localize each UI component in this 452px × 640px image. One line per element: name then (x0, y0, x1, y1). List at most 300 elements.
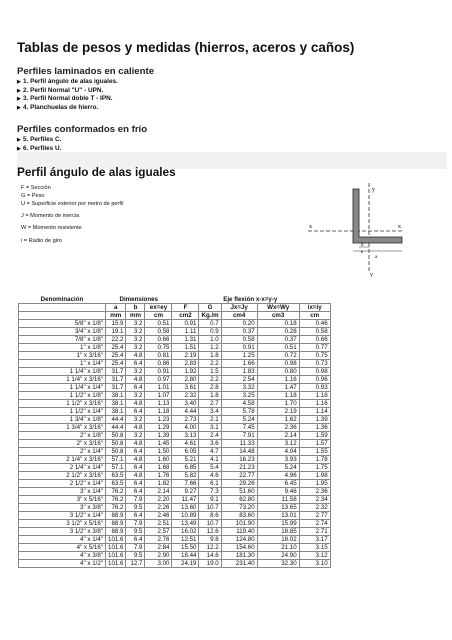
row-denomination: 5/8" x 1/8" (19, 320, 106, 328)
table-cell: 2.57 (145, 528, 172, 536)
table-cell: 1.82 (145, 480, 172, 488)
table-cell: 1.75 (299, 464, 330, 472)
table-cell: 101.6 (106, 552, 126, 560)
table-cell: 2.36 (299, 488, 330, 496)
table-row (19, 456, 331, 464)
row-denomination: 1 3/4" x 3/16" (19, 424, 106, 432)
table-cell: 1.29 (145, 424, 172, 432)
cold-formed-list (17, 136, 61, 153)
angle-profile-diagram (306, 181, 406, 277)
table-cell: 1.01 (145, 384, 172, 392)
table-cell: 57.1 (106, 464, 126, 472)
unit-header: cm2 (172, 312, 199, 320)
table-cell: 9.5 (126, 552, 145, 560)
table-cell: 2.83 (172, 360, 199, 368)
table-cell: 7.45 (221, 424, 257, 432)
table-cell: 11.33 (221, 440, 257, 448)
table-cell: 124.80 (221, 536, 257, 544)
table-cell: 0.98 (257, 360, 299, 368)
angle-profile-table (18, 296, 331, 568)
table-cell: 5.24 (221, 416, 257, 424)
table-cell: 1.98 (299, 472, 330, 480)
row-denomination: 3 1/2" x 1/4" (19, 512, 106, 520)
table-cell: 1.92 (172, 368, 199, 376)
table-cell: 4.8 (126, 456, 145, 464)
column-header: F (172, 304, 199, 312)
definition-w: W = Momento resistente (21, 225, 82, 231)
table-cell: 14.48 (221, 448, 257, 456)
table-cell: 2.77 (299, 512, 330, 520)
table-cell: 0.58 (299, 328, 330, 336)
table-cell: 2.71 (299, 528, 330, 536)
table-cell: 1.18 (299, 392, 330, 400)
table-cell: 4.8 (126, 400, 145, 408)
table-cell: 31.7 (106, 368, 126, 376)
table-row (19, 384, 331, 392)
table-row (19, 536, 331, 544)
row-denomination: 2 1/2" x 3/16" (19, 472, 106, 480)
table-cell: 38.1 (106, 400, 126, 408)
row-denomination: 3" x 1/4" (19, 488, 106, 496)
table-cell: 63.5 (106, 472, 126, 480)
table-cell: 4.6 (199, 472, 221, 480)
table-cell: 3.2 (126, 328, 145, 336)
table-cell: 3.00 (145, 560, 172, 568)
table-cell: 2.34 (299, 496, 330, 504)
table-cell: 13.65 (257, 504, 299, 512)
table-cell: 0.96 (299, 376, 330, 384)
table-cell: 1.51 (172, 344, 199, 352)
table-cell: 3.15 (299, 544, 330, 552)
table-row (19, 360, 331, 368)
unit-header: cm (299, 312, 330, 320)
bullet-arrow-icon: ▶ (17, 145, 21, 152)
table-cell: 2.19 (257, 408, 299, 416)
table-cell: 5.78 (221, 408, 257, 416)
table-cell: 9.5 (126, 528, 145, 536)
table-row (19, 392, 331, 400)
table-cell: 0.66 (299, 336, 330, 344)
table-cell: 5.21 (172, 456, 199, 464)
table-cell: 14.6 (199, 552, 221, 560)
table-cell: 31.7 (106, 376, 126, 384)
table-cell: 0.58 (221, 336, 257, 344)
table-cell: 0.80 (257, 368, 299, 376)
row-denomination: 7/8" x 1/8" (19, 336, 106, 344)
table-cell: 12.6 (199, 528, 221, 536)
table-cell: 0.91 (172, 320, 199, 328)
row-denomination: 1 1/4" x 1/8" (19, 368, 106, 376)
table-cell: 44.4 (106, 416, 126, 424)
table-cell: 24.90 (257, 552, 299, 560)
table-cell: 4.8 (126, 440, 145, 448)
table-cell: 2.32 (299, 504, 330, 512)
table-cell: 0.75 (145, 344, 172, 352)
row-denomination: 4" x 1/4" (19, 536, 106, 544)
table-cell: 25.4 (106, 360, 126, 368)
section-heading-hot-rolled: Perfiles laminados en caliente (17, 66, 155, 77)
table-cell: 1.16 (299, 400, 330, 408)
table-cell: 38.1 (106, 408, 126, 416)
table-cell: 2.74 (299, 520, 330, 528)
table-cell: 4.44 (172, 408, 199, 416)
diagram-label-e: e (361, 250, 364, 255)
table-cell: 5.24 (257, 464, 299, 472)
header-row (19, 304, 331, 312)
definition-j: J = Momento de inercia (21, 213, 80, 219)
table-cell: 44.4 (106, 424, 126, 432)
table-cell: 0.73 (299, 360, 330, 368)
column-header: Wx=Wy (257, 304, 299, 312)
table-row (19, 408, 331, 416)
row-denomination: 3 1/2" x 5/16" (19, 520, 106, 528)
table-row (19, 336, 331, 344)
table-cell: 101.90 (221, 520, 257, 528)
table-cell: 101.6 (106, 536, 126, 544)
table-cell: 0.51 (145, 320, 172, 328)
table-cell: 1.2 (199, 344, 221, 352)
row-denomination: 1 1/4" x 3/16" (19, 376, 106, 384)
table-cell: 3.2 (126, 320, 145, 328)
table-row (19, 560, 331, 568)
diagram-label-b: b (361, 243, 364, 248)
row-denomination: 4" x 5/16" (19, 544, 106, 552)
table-cell: 1.13 (145, 400, 172, 408)
definition-f: F = Sección (21, 185, 51, 191)
table-cell: 32.30 (257, 560, 299, 568)
cold-formed-link-label: 6. Perfiles U. (23, 144, 62, 152)
table-cell: 3.25 (221, 392, 257, 400)
column-header: ex=ey (145, 304, 172, 312)
table-cell: 6.4 (126, 448, 145, 456)
table-cell: 15.50 (172, 544, 199, 552)
table-row (19, 440, 331, 448)
table-cell: 1.8 (199, 392, 221, 400)
table-cell: 15.99 (257, 520, 299, 528)
table-cell: 50.8 (106, 448, 126, 456)
table-cell: 3.13 (172, 432, 199, 440)
table-cell: 231.40 (221, 560, 257, 568)
table-cell: 2.32 (172, 392, 199, 400)
table-row (19, 512, 331, 520)
table-cell: 1.78 (299, 456, 330, 464)
table-cell: 0.37 (221, 328, 257, 336)
table-cell: 51.60 (221, 488, 257, 496)
table-cell: 16.23 (221, 456, 257, 464)
table-row (19, 424, 331, 432)
table-cell: 2.14 (145, 488, 172, 496)
table-cell: 1.59 (299, 432, 330, 440)
table-cell: 0.18 (257, 320, 299, 328)
row-denomination: 3 1/2" x 3/8" (19, 528, 106, 536)
table-cell: 2.73 (172, 416, 199, 424)
header-dimensiones: Dimensiones (119, 296, 158, 304)
table-cell: 11.47 (172, 496, 199, 504)
table-cell: 18.85 (257, 528, 299, 536)
table-cell: 2.2 (199, 360, 221, 368)
table-cell: 3.93 (257, 456, 299, 464)
table-cell: 25.4 (106, 344, 126, 352)
table-row (19, 344, 331, 352)
definition-u: U = Superficie exterior por metro de perfil (21, 201, 124, 207)
table-cell: 76.2 (106, 504, 126, 512)
row-denomination: 2" x 1/8" (19, 432, 106, 440)
table-cell: 3.2 (126, 416, 145, 424)
table-cell: 21.23 (221, 464, 257, 472)
bullet-arrow-icon: ▶ (17, 87, 21, 94)
table-cell: 4.1 (199, 456, 221, 464)
unit-header: mm (126, 312, 145, 320)
table-cell: 7.66 (172, 480, 199, 488)
table-cell: 63.5 (106, 480, 126, 488)
table-cell: 1.11 (172, 328, 199, 336)
row-denomination: 3/4" x 1/8" (19, 328, 106, 336)
table-cell: 4.7 (199, 448, 221, 456)
table-row (19, 496, 331, 504)
table-row (19, 368, 331, 376)
table-cell: 3.2 (126, 432, 145, 440)
table-cell: 1.47 (257, 384, 299, 392)
profile-section-heading: Perfil ángulo de alas iguales (17, 165, 176, 179)
table-cell: 4.8 (126, 376, 145, 384)
table-cell: 62.80 (221, 496, 257, 504)
diagram-label-y-top: y (372, 187, 375, 193)
hot-rolled-link-label: 4. Planchuelas de hierro. (23, 103, 99, 111)
table-row (19, 464, 331, 472)
table-cell: 6.4 (126, 488, 145, 496)
table-cell: 1.57 (299, 440, 330, 448)
hot-rolled-link-3[interactable] (17, 95, 118, 104)
hot-rolled-link-label: 1. Perfil ángulo de alas iguales. (23, 78, 118, 85)
table-cell: 0.75 (299, 352, 330, 360)
table-cell: 3.12 (257, 440, 299, 448)
table-cell: 0.58 (145, 328, 172, 336)
table-cell: 1.55 (299, 448, 330, 456)
table-row (19, 472, 331, 480)
table-cell: 12.51 (172, 536, 199, 544)
table-cell: 1.45 (145, 440, 172, 448)
table-cell: 2.19 (172, 352, 199, 360)
table-cell: 4.04 (257, 448, 299, 456)
table-cell: 9.5 (126, 504, 145, 512)
table-cell: 22.77 (221, 472, 257, 480)
row-denomination: 1" x 3/16" (19, 352, 106, 360)
header-denominacion: Denominación (40, 296, 84, 304)
table-cell: 0.28 (257, 328, 299, 336)
table-cell: 12.7 (126, 560, 145, 568)
table-cell: 2.20 (145, 496, 172, 504)
table-cell: 6.05 (172, 448, 199, 456)
table-cell: 8.6 (199, 512, 221, 520)
table-cell: 6.4 (126, 536, 145, 544)
table-cell: 1.18 (257, 392, 299, 400)
table-row (19, 528, 331, 536)
table-cell: 3.4 (199, 408, 221, 416)
table-cell: 0.20 (221, 320, 257, 328)
bullet-arrow-icon: ▶ (17, 104, 21, 111)
table-cell: 6.45 (257, 480, 299, 488)
table-cell: 1.60 (145, 456, 172, 464)
row-denomination: 4" x 3/8" (19, 552, 106, 560)
table-row (19, 488, 331, 496)
table-cell: 1.39 (145, 432, 172, 440)
table-cell: 13.49 (172, 520, 199, 528)
table-row (19, 328, 331, 336)
table-cell: 76.2 (106, 496, 126, 504)
hot-rolled-link-2[interactable] (17, 87, 118, 96)
table-cell: 6.4 (126, 464, 145, 472)
table-cell: 2.51 (145, 520, 172, 528)
row-denomination: 1 3/4" x 1/8" (19, 416, 106, 424)
table-cell: 0.66 (145, 336, 172, 344)
table-cell: 7.9 (126, 520, 145, 528)
table-cell: 3.2 (126, 392, 145, 400)
row-denomination: 3" x 3/8" (19, 504, 106, 512)
table-cell: 7.91 (221, 432, 257, 440)
table-cell: 11.58 (257, 496, 299, 504)
column-header: ix=iy (299, 304, 330, 312)
column-header: Jx=Jy (221, 304, 257, 312)
row-denomination: 2 1/2" x 1/4" (19, 480, 106, 488)
bullet-arrow-icon: ▶ (17, 137, 21, 143)
hot-rolled-link-1[interactable] (17, 78, 118, 87)
table-row (19, 552, 331, 560)
table-row (19, 544, 331, 552)
table-cell: 7.9 (126, 496, 145, 504)
table-cell: 101.6 (106, 560, 126, 568)
table-cell: 3.12 (299, 552, 330, 560)
table-cell: 1.0 (199, 336, 221, 344)
table-cell: 3.6 (199, 440, 221, 448)
table-cell: 181.30 (221, 552, 257, 560)
table-cell: 19.1 (106, 328, 126, 336)
table-cell: 2.26 (145, 504, 172, 512)
table-cell: 1.68 (145, 464, 172, 472)
table-cell: 4.8 (126, 424, 145, 432)
table-cell: 1.31 (172, 336, 199, 344)
table-cell: 3.17 (299, 536, 330, 544)
table-cell: 24.19 (172, 560, 199, 568)
table-cell: 4.00 (172, 424, 199, 432)
table-cell: 1.5 (199, 368, 221, 376)
table-cell: 4.8 (126, 472, 145, 480)
table-cell: 0.91 (145, 368, 172, 376)
hot-rolled-link-4[interactable] (17, 104, 118, 113)
table-cell: 6.4 (126, 384, 145, 392)
hot-rolled-list (17, 78, 118, 112)
row-denomination: 1" x 1/8" (19, 344, 106, 352)
definition-g: G = Peso (21, 193, 45, 199)
table-row (19, 520, 331, 528)
table-cell: 10.7 (199, 520, 221, 528)
table-cell: 21.10 (257, 544, 299, 552)
table-cell: 1.8 (199, 352, 221, 360)
table-cell: 29.26 (221, 480, 257, 488)
table-cell: 1.95 (299, 480, 330, 488)
bullet-arrow-icon: ▶ (17, 79, 21, 85)
table-cell: 2.76 (145, 536, 172, 544)
table-cell: 1.50 (145, 448, 172, 456)
section-heading-cold-formed: Perfiles conformados en frío (17, 124, 148, 135)
table-cell: 1.25 (221, 352, 257, 360)
diagram-label-x-left: x (309, 224, 312, 230)
table-cell: 0.98 (299, 368, 330, 376)
table-row (19, 400, 331, 408)
table-cell: 1.70 (257, 400, 299, 408)
unit-header: cm4 (221, 312, 257, 320)
table-cell: 119.40 (221, 528, 257, 536)
table-cell: 0.86 (145, 360, 172, 368)
table-cell: 0.7 (199, 320, 221, 328)
table-cell: 0.97 (145, 376, 172, 384)
table-cell: 2.1 (199, 416, 221, 424)
table-cell: 22.2 (106, 336, 126, 344)
table-cell: 1.18 (145, 408, 172, 416)
table-cell: 2.36 (257, 424, 299, 432)
table-cell: 57.1 (106, 456, 126, 464)
table-cell: 2.14 (257, 432, 299, 440)
table-cell: 19.0 (199, 560, 221, 568)
table-cell: 88.9 (106, 520, 126, 528)
table-cell: 2.8 (199, 384, 221, 392)
table-cell: 88.9 (106, 512, 126, 520)
table-cell: 9.8 (199, 536, 221, 544)
table-row (19, 352, 331, 360)
table-cell: 15.9 (106, 320, 126, 328)
table-cell: 13.60 (172, 504, 199, 512)
table-cell: 18.02 (257, 536, 299, 544)
cold-formed-link-1[interactable] (17, 136, 61, 145)
table-cell: 2.84 (145, 544, 172, 552)
table-cell: 50.8 (106, 440, 126, 448)
diagram-label-y-bottom: y (370, 272, 373, 277)
table-cell: 6.4 (126, 480, 145, 488)
table-cell: 2.54 (221, 376, 257, 384)
table-cell: 5.4 (199, 464, 221, 472)
table-cell: 1.62 (257, 416, 299, 424)
table-cell: 12.2 (199, 544, 221, 552)
table-cell: 88.9 (106, 528, 126, 536)
table-row (19, 320, 331, 328)
table-cell: 1.36 (299, 424, 330, 432)
table-row (19, 416, 331, 424)
table-cell: 2.46 (145, 512, 172, 520)
page-title: Tablas de pesos y medidas (hierros, aceros y caños) (17, 40, 355, 55)
definition-i: i = Radio de giro (21, 238, 62, 244)
table-cell: 50.8 (106, 432, 126, 440)
table-cell: 13.01 (257, 512, 299, 520)
column-header: G (199, 304, 221, 312)
table-row (19, 480, 331, 488)
table-cell: 0.46 (299, 320, 330, 328)
table-cell: 4.58 (221, 400, 257, 408)
table-cell: 154.60 (221, 544, 257, 552)
row-denomination: 3" x 5/16" (19, 496, 106, 504)
diagram-label-x-right: x (398, 224, 401, 230)
table-cell: 1.66 (221, 360, 257, 368)
diagram-label-a: a (375, 255, 378, 260)
table-cell: 38.1 (106, 392, 126, 400)
row-denomination: 1 1/2" x 1/4" (19, 408, 106, 416)
table-cell: 6.1 (199, 480, 221, 488)
header-eje-flexion: Eje flexión x-x=y-y (223, 296, 278, 304)
table-cell: 7.3 (199, 488, 221, 496)
table-cell: 3.32 (221, 384, 257, 392)
unit-header: cm (145, 312, 172, 320)
table-cell: 1.16 (257, 376, 299, 384)
table-cell: 1.83 (221, 368, 257, 376)
table-cell: 0.81 (145, 352, 172, 360)
